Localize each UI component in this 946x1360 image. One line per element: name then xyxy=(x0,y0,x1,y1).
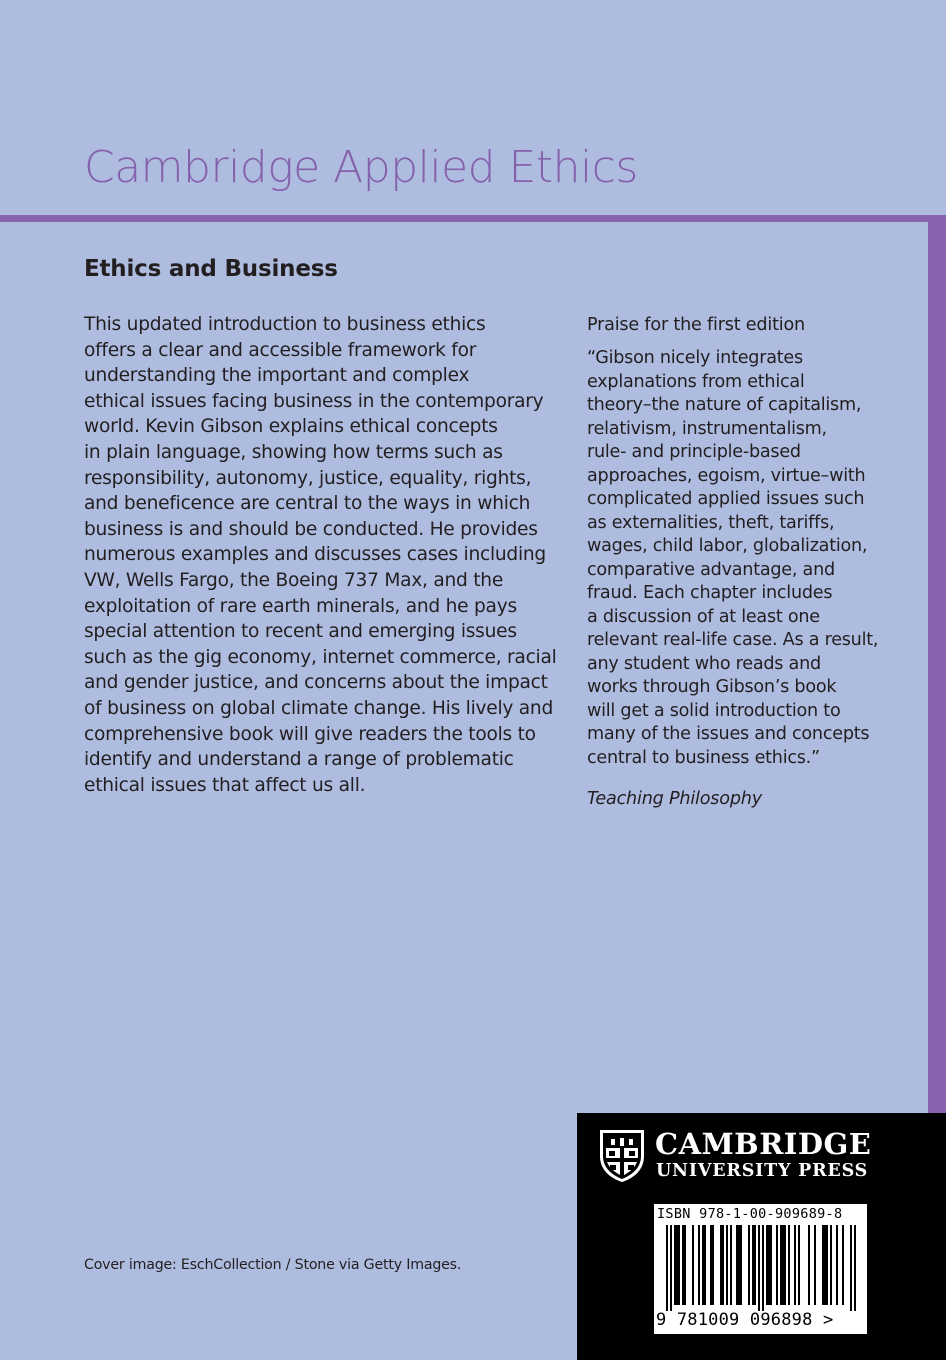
barcode-bar xyxy=(684,1225,686,1305)
barcode-bar xyxy=(758,1225,760,1311)
barcode-bar xyxy=(738,1225,740,1305)
barcode-bar xyxy=(782,1225,784,1305)
blurb-line: exploitation of rare earth minerals, and he pays xyxy=(84,595,517,617)
barcode-bar xyxy=(784,1225,786,1305)
book-description xyxy=(84,312,564,798)
barcode-bar xyxy=(776,1225,778,1305)
cambridge-crest-icon xyxy=(598,1128,646,1184)
barcode-bar xyxy=(698,1225,700,1305)
blurb-line: VW, Wells Fargo, the Boeing 737 Max, and the xyxy=(84,569,504,591)
barcode-bar xyxy=(768,1225,770,1305)
barcode-bar xyxy=(722,1225,724,1305)
blurb-line: of business on global climate change. His lively and xyxy=(84,697,554,719)
blurb-line: and gender justice, and concerns about the impact xyxy=(84,672,548,694)
blurb-line: ethical issues facing business in the contemporary xyxy=(84,390,544,412)
barcode-bar xyxy=(836,1225,838,1305)
cover-image-credit: Cover image: EschCollection / Stone via Getty Images. xyxy=(84,1257,462,1273)
barcode-bar xyxy=(676,1225,678,1305)
blurb-line: responsibility, autonomy, justice, equality, rights, xyxy=(84,467,532,489)
barcode-bar xyxy=(842,1225,844,1305)
barcode-digits: 9 781009 096898 > xyxy=(656,1310,834,1330)
isbn-label: ISBN 978-1-00-909689-8 xyxy=(657,1206,843,1222)
barcode-bar xyxy=(730,1225,732,1305)
praise-heading: Praise for the first edition xyxy=(587,315,805,335)
barcode-bar xyxy=(726,1225,728,1305)
book-title: Ethics and Business xyxy=(84,256,338,282)
series-title: Cambridge Applied Ethics xyxy=(84,142,638,193)
blurb-line: offers a clear and accessible framework for xyxy=(84,339,477,361)
barcode-bar xyxy=(704,1225,706,1305)
blurb-line: ethical issues that affect us all. xyxy=(84,774,366,796)
barcode-bar xyxy=(824,1225,826,1305)
praise-quote-line: approaches, egoism, virtue–with xyxy=(587,465,866,486)
barcode-bar xyxy=(754,1225,756,1305)
barcode-bar xyxy=(682,1225,684,1305)
barcode-bar xyxy=(794,1225,796,1305)
blurb-line: understanding the important and complex xyxy=(84,365,470,387)
praise-quote-line: central to business ethics.” xyxy=(587,747,820,768)
praise-quote-line: rule- and principle-based xyxy=(587,442,801,462)
praise-quote-line: fraud. Each chapter includes xyxy=(587,583,833,603)
barcode-panel xyxy=(654,1204,867,1334)
barcode-bar xyxy=(808,1225,810,1305)
barcode-bar xyxy=(780,1225,782,1305)
praise-quote-line: as externalities, theft, tariffs, xyxy=(587,512,835,533)
praise-quote-line: relevant real-life case. As a result, xyxy=(587,630,879,650)
praise-quote-line: comparative advantage, and xyxy=(587,559,835,580)
barcode-bar xyxy=(678,1225,680,1305)
spine-accent-bar xyxy=(928,215,946,1115)
barcode-bar xyxy=(798,1225,800,1305)
barcode-bar xyxy=(752,1225,754,1305)
barcode-bar xyxy=(692,1225,694,1305)
barcode-bar xyxy=(674,1225,676,1305)
barcode-bar xyxy=(762,1225,764,1311)
barcode-bar xyxy=(814,1225,816,1305)
blurb-line: This updated introduction to business ethics xyxy=(84,314,486,335)
barcode-bar xyxy=(670,1225,672,1311)
blurb-line: business is and should be conducted. He provides xyxy=(84,518,538,540)
barcode-bar xyxy=(854,1225,856,1311)
barcode-bar xyxy=(788,1225,790,1305)
publisher-box xyxy=(577,1113,946,1360)
barcode-image xyxy=(658,1225,863,1311)
praise-quote-line: relativism, instrumentalism, xyxy=(587,418,827,439)
blurb-line: special attention to recent and emerging issues xyxy=(84,621,517,643)
publisher-name: CAMBRIDGE xyxy=(655,1127,872,1161)
praise-quote-line: wages, child labor, globalization, xyxy=(587,536,868,556)
blurb-line: numerous examples and discusses cases including xyxy=(84,544,546,566)
barcode-bar xyxy=(770,1225,772,1305)
blurb-line: in plain language, showing how terms such as xyxy=(84,441,503,463)
praise-quote-line: complicated applied issues such xyxy=(587,489,865,509)
blurb-line: world. Kevin Gibson explains ethical concepts xyxy=(84,416,498,438)
praise-quote-line: many of the issues and concepts xyxy=(587,724,870,744)
barcode-bar xyxy=(666,1225,668,1311)
blurb-line: identify and understand a range of problematic xyxy=(84,749,514,771)
barcode-bar xyxy=(720,1225,722,1305)
barcode-bar xyxy=(736,1225,738,1305)
series-divider xyxy=(0,215,946,222)
praise-quote-line: theory–the nature of capitalism, xyxy=(587,395,862,415)
blurb-line: comprehensive book will give readers the tools to xyxy=(84,723,536,745)
barcode-bar xyxy=(748,1225,750,1305)
praise-quote-line: explanations from ethical xyxy=(587,371,805,392)
barcode-bar xyxy=(830,1225,832,1305)
blurb-line: such as the gig economy, internet commerce, racial xyxy=(84,646,557,668)
praise-quote-line: will get a solid introduction to xyxy=(587,700,841,721)
barcode-bar xyxy=(712,1225,714,1305)
barcode-bar xyxy=(766,1225,768,1305)
praise-quote xyxy=(587,347,887,770)
barcode-bar xyxy=(702,1225,704,1305)
praise-quote-line: any student who reads and xyxy=(587,653,821,674)
praise-quote-line: a discussion of at least one xyxy=(587,606,820,627)
barcode-bar xyxy=(710,1225,712,1305)
praise-quote-line: works through Gibson’s book xyxy=(587,677,837,697)
praise-source: Teaching Philosophy xyxy=(587,789,762,809)
barcode-bar xyxy=(850,1225,852,1311)
barcode-bar xyxy=(826,1225,828,1305)
barcode-bar xyxy=(822,1225,824,1305)
barcode-bar xyxy=(740,1225,742,1305)
blurb-line: and beneficence are central to the ways in which xyxy=(84,493,531,515)
praise-quote-line: “Gibson nicely integrates xyxy=(587,348,803,368)
publisher-subtitle: UNIVERSITY PRESS xyxy=(656,1161,869,1181)
